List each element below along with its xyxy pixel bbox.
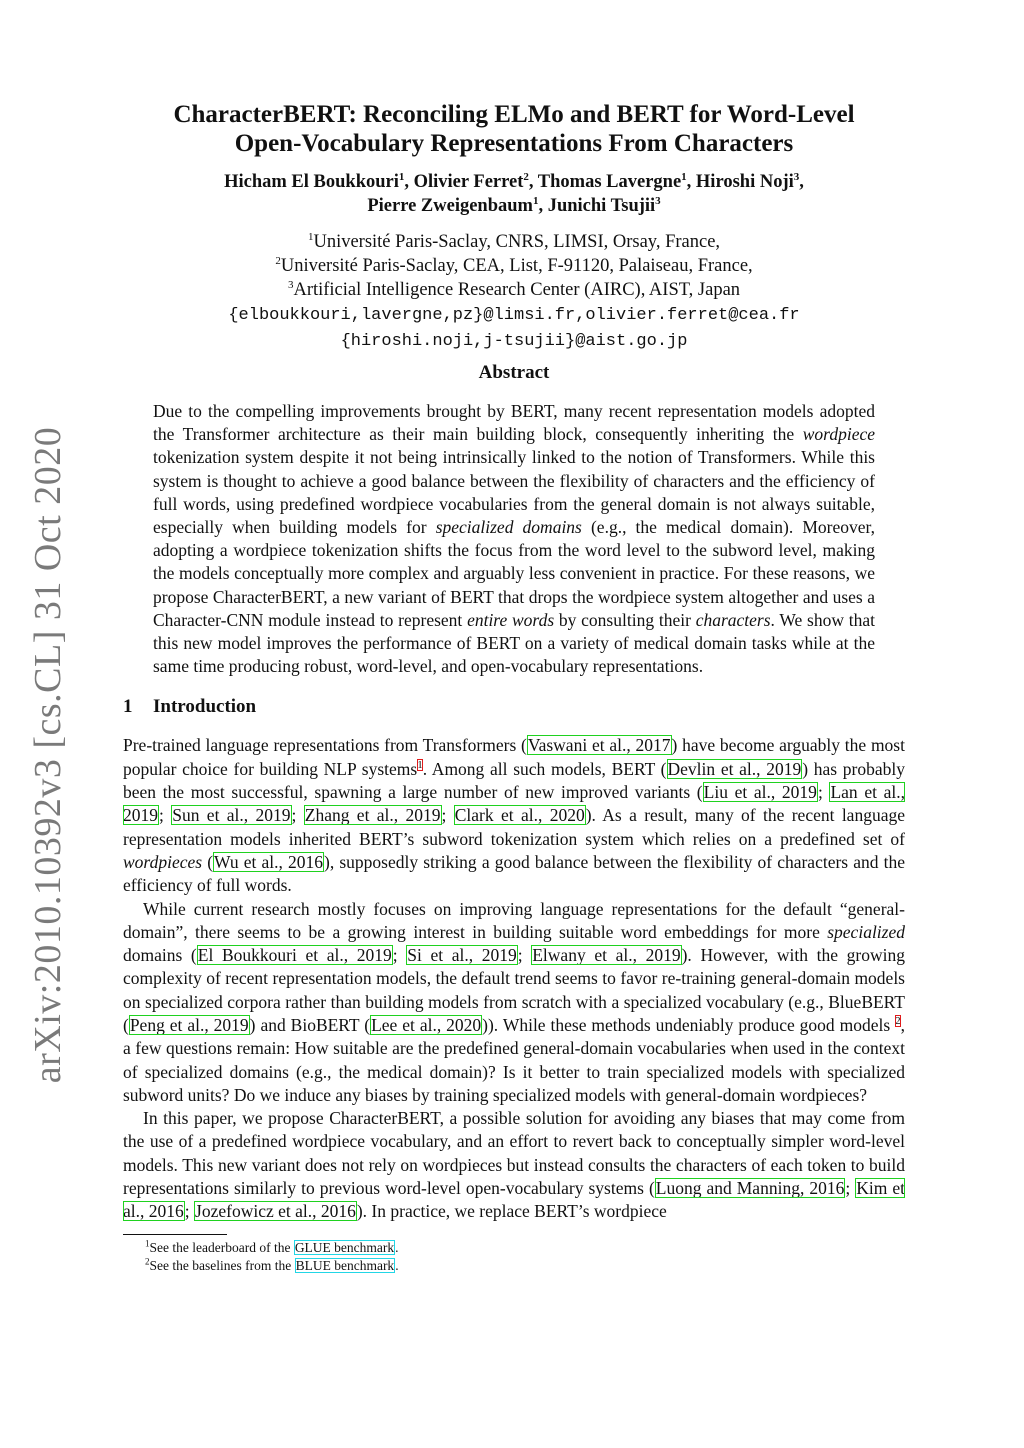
paragraph-emphasis: wordpieces (123, 851, 203, 872)
citation-link[interactable]: Clark et al., 2020 (454, 805, 585, 826)
abstract-text (153, 400, 875, 678)
citation-separator: ; (291, 805, 304, 826)
footnote-punct: . (395, 1257, 399, 1273)
affiliation-3: Artificial Intelligence Research Center (AIRC), AIST, Japan (293, 280, 741, 300)
glue-benchmark-link[interactable]: GLUE benchmark (294, 1239, 395, 1255)
affiliation-mark: 1 (532, 194, 539, 207)
citation-link[interactable]: El Boukkouri et al., 2019 (197, 945, 392, 966)
affiliation-mark: 1 (398, 170, 405, 183)
footnote-ref-link[interactable]: 2 (895, 1015, 901, 1028)
citation-link[interactable]: Jozefowicz et al., 2016 (195, 1201, 356, 1222)
section-title: Introduction (153, 696, 257, 718)
footnote-number: 1 (145, 1238, 150, 1249)
paragraph-text: ) have become arguably the most popular choice for building NLP systems (123, 735, 905, 779)
footnote-number: 2 (145, 1256, 150, 1267)
footnote-ref-link[interactable]: 1 (417, 758, 423, 771)
citation-link[interactable]: Wu et al., 2016 (214, 851, 323, 872)
citation-link[interactable]: Elwany et al., 2019 (532, 945, 681, 966)
citation-link[interactable]: Devlin et al., 2019 (667, 758, 802, 779)
footnote-text: See the leaderboard of the (149, 1239, 294, 1255)
affiliation-mark: 3 (793, 170, 800, 183)
author: Hiroshi Noji (695, 172, 794, 192)
abstract-text-segment: tokenization system despite it not being intrinsically linked to the notion of Transformers. While this system is thought to achieve a good balance between the flexibility of characters and the efficiency of full words, using predefined wordpiece vocabularies from the general domain is not always suitable, especially when building models for (153, 447, 875, 538)
citation-link[interactable]: Sun et al., 2019 (172, 805, 291, 826)
paragraph-emphasis: specialized (827, 921, 905, 942)
paragraph-text: ). As a result, many of the recent language representation models inherited BERT’s subword tokenization system which relies on a predefined set of (123, 805, 905, 849)
paragraph-text: In this paper, we propose CharacterBERT, a possible solution for avoiding any biases that may come from the use of a predefined wordpiece vocabulary, and an effort to revert back to conceptually simpler word-level models. This new variant does not rely on wordpieces but instead consults the characters of each token to build representations similarly to previous word-level open-vocabulary systems ( (123, 1108, 905, 1199)
paragraph-text: ( (202, 851, 214, 872)
abstract-text-segment: by consulting their (554, 609, 696, 630)
footnote-text: See the baselines from the (149, 1257, 295, 1273)
paragraph-text: , a few questions remain: How suitable are the predefined general-domain vocabularies when used in the context of specialized domains (e.g., the medical domain)? Is it better to train specialized models with specialized subword units? Do we induce any biases by training specialized models with general-domain wordpieces? (123, 1015, 905, 1105)
author: Hicham El Boukkouri (224, 172, 399, 192)
abstract-text-segment: Due to the compelling improvements brought by BERT, many recent representation models adopted the Transformer architecture as their main building block, consequently inheriting the (153, 401, 875, 445)
section-heading-introduction (123, 696, 905, 718)
paragraph-text: ). In practice, we replace BERT’s wordpiece (356, 1201, 667, 1222)
author: Olivier Ferret (413, 172, 524, 192)
affiliation-mark: 2 (523, 170, 529, 183)
abstract-text-segment: (e.g., the medical domain). Moreover, adopting a wordpiece tokenization shifts the focus from the word level to the subword level, making the models conceptually more complex and arguably less convenient in practice. For these reasons, we propose CharacterBERT, a new variant of BERT that drops the wordpiece system altogether and uses a Character-CNN module instead to represent (153, 517, 875, 630)
author-list: Hicham El Boukkouri$^1$, Olivier Ferret$^2$, Thomas Lavergne$^1$, Hiroshi Noji$^3$, Pierre Zweigenbaum$^1$, Junichi Tsujii$^3$ (224, 170, 804, 216)
paper-page (123, 100, 905, 1275)
email-line-1: {elboukkouri,lavergne,pz}@limsi.fr,olivier.ferret@cea.fr (228, 306, 800, 325)
citation-link[interactable]: Kim et al., 2016 (123, 1178, 905, 1222)
affiliation-mark: 1 (307, 230, 314, 243)
abstract-emphasis: entire words (467, 609, 555, 630)
abstract-emphasis: specialized domains (435, 517, 582, 538)
affiliation-mark: 1 (681, 170, 687, 183)
citation-link[interactable]: Liu et al., 2019 (703, 782, 817, 803)
affiliations (123, 230, 905, 354)
citation-link[interactable]: Luong and Manning, 2016 (655, 1178, 845, 1199)
section-number: 1 (123, 696, 133, 718)
citation-separator: ; (392, 945, 407, 966)
arxiv-sidebar (27, 426, 69, 1084)
citation-link[interactable]: Si et al., 2019 (407, 945, 517, 966)
paragraph-text: ). However, with the growing complexity of recent representation models, the default trend seems to favor re-training general-domain models on specialized corpora rather than building models from scratch with a specialized vocabulary (e.g., BlueBERT ( (123, 945, 905, 1035)
blue-benchmark-link[interactable]: BLUE benchmark (295, 1257, 395, 1273)
footnote-punct: . (395, 1239, 399, 1255)
paragraph-text: Pre-trained language representations from Transformers ( (123, 735, 527, 756)
abstract-emphasis: characters (695, 609, 771, 630)
intro-paragraph-1 (123, 734, 905, 897)
footnote-divider (123, 1234, 227, 1235)
affiliation-2: Université Paris-Saclay, CEA, List, F-91120, Palaiseau, France, (280, 256, 753, 276)
author: Thomas Lavergne (537, 172, 682, 192)
footnote-2 (145, 1257, 905, 1275)
citation-separator: ; (517, 945, 532, 966)
paragraph-text: ), supposedly striking a good balance between the flexibility of characters and the efficiency of full words. (123, 851, 906, 896)
title-line-2: Open-Vocabulary Representations From Characters (234, 130, 794, 157)
abstract-text-segment: . We show that this new model improves the performance of BERT on a variety of medical domain tasks while at the same time producing robust, word-level, and open-vocabulary representations. (153, 609, 875, 677)
citation-link[interactable]: Vaswani et al., 2017 (527, 735, 671, 756)
arxiv-identifier: arXiv:2010.10392v3 [cs.CL] 31 Oct 2020 (27, 426, 69, 1084)
title-line-1: CharacterBERT: Reconciling ELMo and BERT for Word-Level (173, 101, 855, 128)
affiliation-mark: 3 (287, 278, 294, 291)
affiliation-mark: 2 (275, 254, 281, 267)
author: Pierre Zweigenbaum (367, 196, 533, 216)
affiliation-mark: 3 (655, 194, 661, 207)
citation-link[interactable]: Lee et al., 2020 (371, 1015, 482, 1035)
paper-title (123, 100, 905, 158)
affiliation-1: Université Paris-Saclay, CNRS, LIMSI, Orsay, France, (313, 232, 721, 252)
intro-paragraph-2 (123, 898, 905, 1108)
citation-separator: ; (845, 1178, 856, 1199)
paragraph-text: domains ( (123, 945, 197, 966)
citation-link[interactable]: Zhang et al., 2019 (304, 805, 441, 826)
citation-separator: ; (159, 805, 172, 826)
paragraph-text: . Among all such models, BERT ( (422, 758, 667, 779)
abstract-emphasis: wordpiece (802, 424, 875, 445)
citation-link[interactable]: Lan et al., 2019 (123, 782, 906, 826)
citation-separator: ; (184, 1201, 195, 1222)
citation-separator: ; (817, 782, 830, 803)
author: Junichi Tsujii (547, 196, 656, 216)
citation-separator: ; (441, 805, 454, 826)
paragraph-text: ) has probably been the most successful, spawning a large number of new improved variants ( (123, 758, 906, 803)
intro-paragraph-3 (123, 1107, 905, 1223)
paragraph-text: )). While these methods undeniably produce good models (482, 1015, 896, 1035)
paragraph-text: ) and BioBERT ( (249, 1015, 371, 1035)
email-line-2: {hiroshi.noji,j-tsujii}@aist.go.jp (340, 332, 688, 351)
abstract-heading: Abstract (478, 362, 550, 383)
paragraph-text: While current research mostly focuses on improving language representations for the default “general-domain”, there seems to be a growing interest in building suitable word embeddings for more (123, 898, 905, 942)
footnote-1 (145, 1239, 905, 1257)
footnotes (123, 1239, 905, 1275)
citation-link[interactable]: Peng et al., 2019 (129, 1015, 249, 1035)
